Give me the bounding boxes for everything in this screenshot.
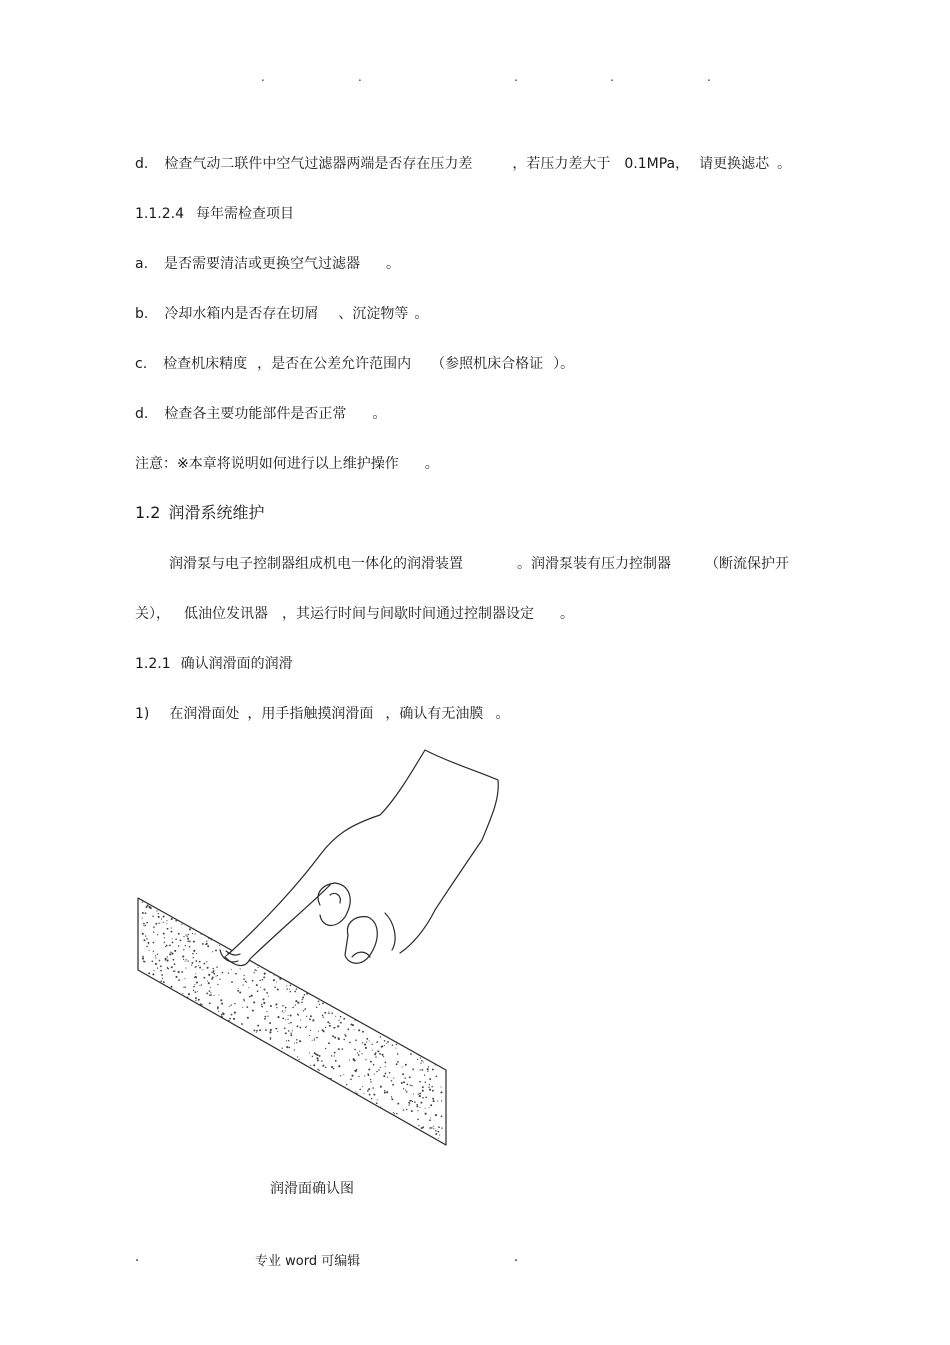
item-text: ，是否在公差允许范围内: [257, 356, 412, 372]
paragraph-text: （断流保护开: [705, 556, 789, 572]
item-c: [135, 355, 574, 373]
paragraph-text: 低油位发讯器: [184, 606, 268, 622]
figure-caption: 润滑面确认图: [270, 1181, 354, 1197]
footer-right-dot: .: [514, 1250, 519, 1265]
section-heading-1-1-2-4: [135, 205, 294, 223]
section-number: 1.2: [135, 503, 161, 522]
item-end: 。: [372, 406, 387, 422]
paragraph-end: 。: [560, 606, 574, 622]
paragraph-text: 关），: [135, 606, 170, 622]
step-text: 在润滑面处: [169, 706, 240, 722]
item-b: [135, 305, 428, 323]
item-text: ，若压力差大于: [512, 156, 611, 172]
note-label: 注意：: [135, 456, 177, 472]
note-end: 。: [424, 456, 439, 472]
section-number: 1.2.1: [135, 656, 171, 672]
item-text: 、沉淀物等: [338, 306, 409, 322]
item-label: d.: [135, 406, 149, 422]
item-label: c.: [135, 356, 148, 372]
header-dot: .: [707, 70, 711, 84]
item-end: 。: [777, 156, 792, 172]
item-text: 请更换滤芯: [699, 156, 770, 172]
pressure-value: 0.1MPa，: [624, 156, 690, 172]
section-heading-1-2-1: [135, 655, 293, 673]
paragraph-text: ，其运行时间与间歇时间通过控制器设定: [282, 606, 534, 622]
header-dot: .: [610, 70, 614, 84]
step-1: [135, 705, 509, 723]
lubrication-surface-illustration: [130, 745, 510, 1155]
item-label: a.: [135, 256, 149, 272]
item-text: 检查各主要功能部件是否正常: [164, 406, 347, 422]
step-label: 1): [135, 706, 150, 722]
section-number: 1.1.2.4: [135, 206, 184, 222]
item-label: b.: [135, 306, 149, 322]
paragraph-line-2: [135, 605, 574, 623]
step-end: 。: [495, 706, 510, 722]
item-text: 检查气动二联件中空气过滤器两端是否存在压力差: [164, 156, 473, 172]
section-title: 确认润滑面的润滑: [180, 656, 293, 672]
item-text: 是否需要清洁或更换空气过滤器: [164, 256, 361, 272]
footer-left-dot: .: [135, 1250, 140, 1265]
item-d-filter: [135, 155, 791, 173]
header-dot: .: [514, 70, 518, 84]
item-text: 检查机床精度: [163, 356, 248, 372]
note-line: [135, 455, 439, 473]
item-a: [135, 255, 400, 273]
header-dot: .: [261, 70, 265, 84]
header-dot: .: [358, 70, 362, 84]
item-end: 。: [560, 356, 575, 372]
paragraph-line-1: [169, 555, 789, 573]
item-end: 。: [414, 306, 429, 322]
footer-text: 专业 word 可编辑: [255, 1254, 361, 1269]
paragraph-text: 。润滑泵装有压力控制器: [517, 556, 671, 572]
step-text: ，确认有无油膜: [385, 706, 484, 722]
section-title: 每年需检查项目: [195, 206, 294, 222]
item-text: （参照机床合格证: [431, 356, 544, 372]
item-d-components: [135, 405, 386, 423]
item-text: ）: [553, 356, 561, 372]
section-title: 润滑系统维护: [168, 503, 265, 522]
item-label: d.: [135, 156, 149, 172]
paragraph-text: 润滑泵与电子控制器组成机电一体化的润滑装置: [169, 556, 463, 572]
item-end: 。: [386, 256, 401, 272]
section-heading-1-2: [135, 504, 264, 522]
note-text: ※本章将说明如何进行以上维护操作: [177, 456, 399, 472]
step-text: ，用手指触摸润滑面: [247, 706, 374, 722]
item-text: 冷却水箱内是否存在切屑: [164, 306, 319, 322]
